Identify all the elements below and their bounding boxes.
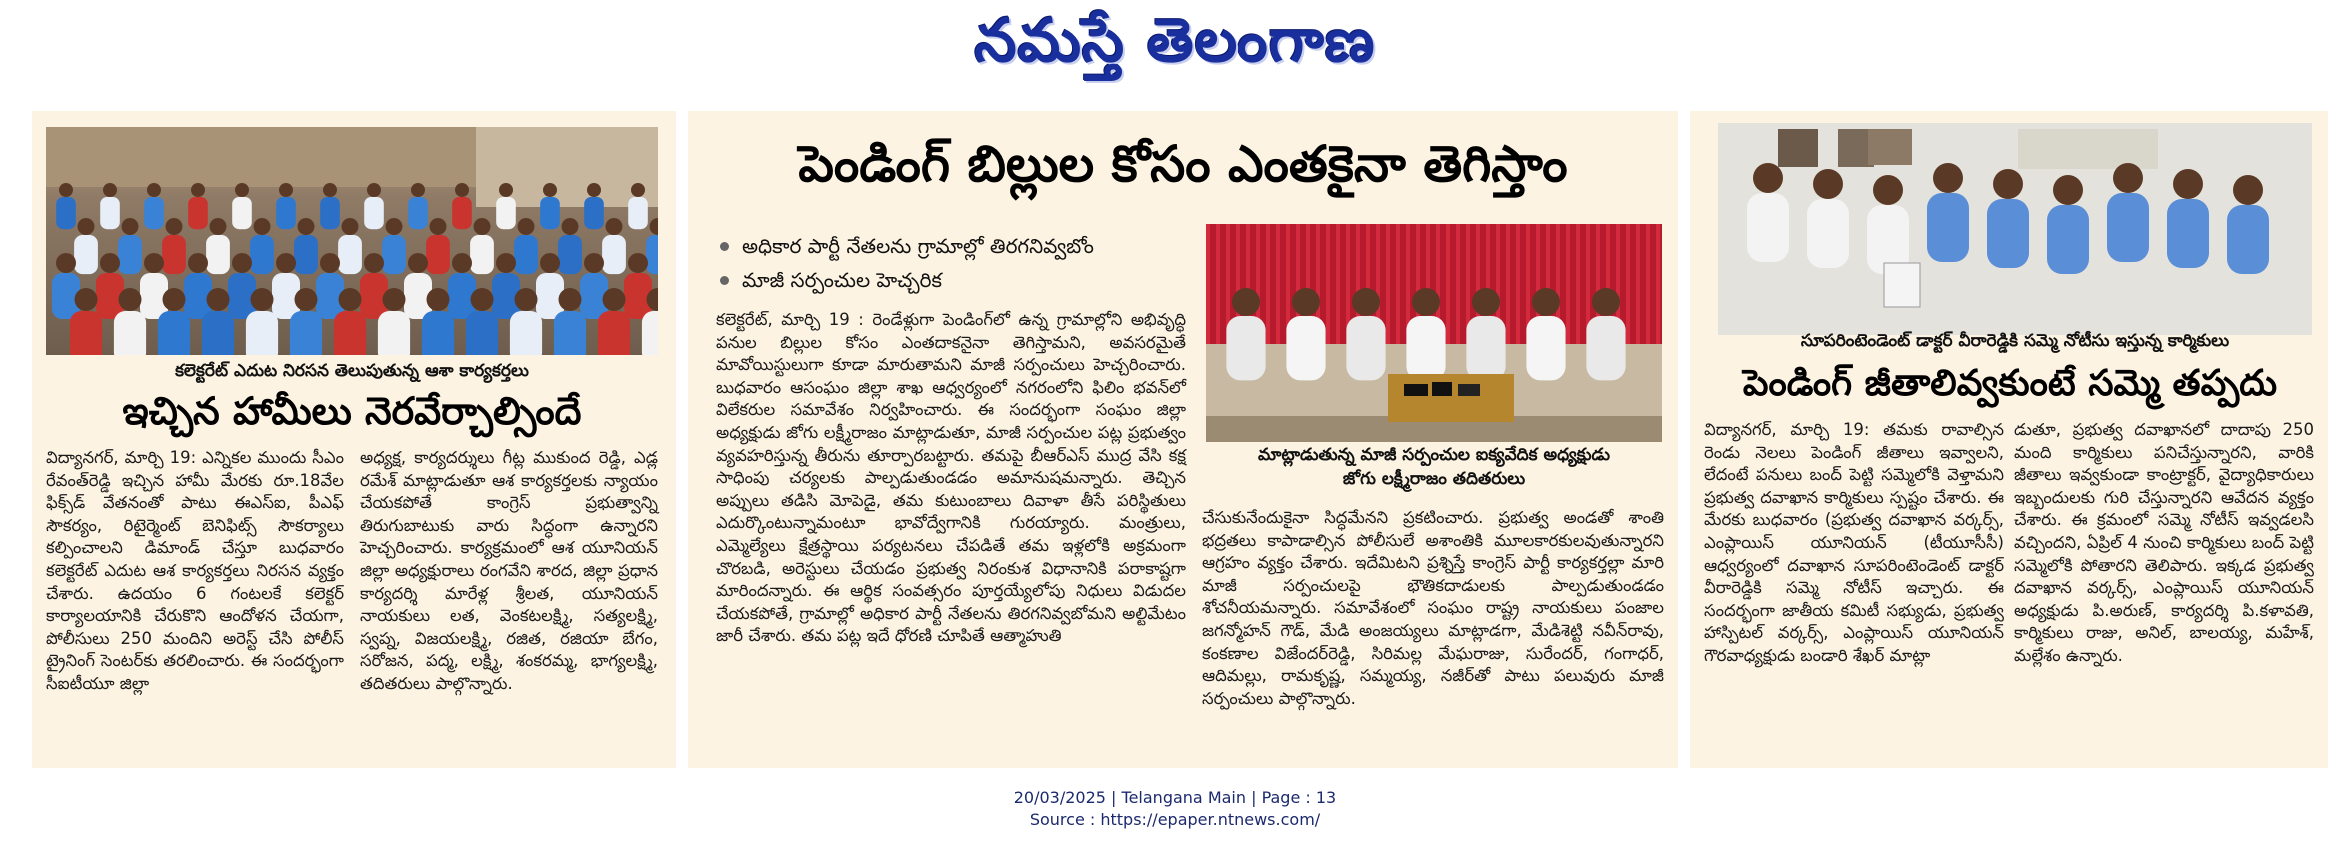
protester-figure	[466, 311, 498, 355]
workers-notice-illustration	[1718, 123, 2312, 335]
speaker-figure	[1406, 316, 1445, 380]
protester-figure-head	[295, 288, 318, 311]
protester-figure	[426, 235, 450, 274]
protester-figure	[246, 311, 278, 355]
hospital-workers-photo	[1718, 123, 2312, 335]
protester-figure	[540, 197, 560, 229]
worker-figure-head	[2233, 175, 2263, 205]
protester-figure-head	[631, 183, 645, 197]
worker-figure-head	[1993, 169, 2023, 199]
worker-figure	[1987, 199, 2029, 268]
protester-figure	[56, 197, 76, 229]
protester-figure	[206, 235, 230, 274]
protester-figure	[334, 311, 366, 355]
center-headline: పెండింగ్ బిల్లుల కోసం ఎంతకైనా తెగిస్తాం	[798, 135, 1568, 193]
speaker-figure	[1586, 316, 1625, 380]
protester-figure-head	[188, 253, 208, 273]
protester-figure-head	[56, 253, 76, 273]
protester-figure-head	[122, 218, 139, 235]
press-meet-photo	[1206, 224, 1662, 442]
protester-figure	[144, 197, 164, 229]
protester-figure-head	[323, 183, 337, 197]
protester-figure-head	[364, 253, 384, 273]
protester-figure-head	[543, 183, 557, 197]
protest-crowd-illustration	[46, 127, 658, 355]
center-photo-caption-line2: జోగు లక్ష్మీరాజం తదితరులు	[1342, 469, 1526, 489]
protester-figure	[202, 311, 234, 355]
right-article-column-2: డుతూ, ప్రభుత్వ దవాఖానలో దాదాపు 250 మంది కార్మికులు పనిచేస్తున్నారని, వారికి జీతాలు ఇవ్వకుండా కాంట్రాక్టర్, వైద్యాధికారులు ఇబ్బందులకు గురి చేస్తున్నారని ఆవేదన వ్యక్తం చేశారు. ఈ క్రమంలో సమ్మె నోటీస్ ఇవ్వడలసి వచ్చిందని, ఏప్రిల్ 4 నుంచి కార్మికులు బంద్ పెట్టి సమ్మెలోకి పోతారని తెలిపారు. ఇక్కడ ప్రభుత్వ దవాఖాన వర్కర్స్, ఎంప్లాయిస్ యూనియన్ అధ్యక్షుడు పి.అరుణ్, కార్యదర్శి పి.కళావతి, కార్మికులు రాజు, అనిల్, బాలయ్య, మహేశ్, మల్లేశం ఉన్నారు.	[2014, 420, 2314, 665]
protester-figure	[408, 197, 428, 229]
protester-figure-head	[298, 218, 315, 235]
protester-figure	[554, 311, 586, 355]
right-photo-caption: సూపరింటెండెంట్ డాక్టర్ వీరారెడ్డికి సమ్మె నోటీసు ఇస్తున్న కార్మికులు	[1800, 331, 2230, 351]
speaker-figure	[1466, 316, 1505, 380]
protester-figure	[514, 235, 538, 274]
protester-figure-head	[455, 183, 469, 197]
protester-figure-head	[59, 183, 73, 197]
protester-figure-head	[471, 288, 494, 311]
speaker-figure	[1286, 316, 1325, 380]
protester-figure	[646, 235, 658, 274]
left-photo-caption: కలెక్టరేట్ ఎదుట నిరసన తెలుపుతున్న ఆశా కార్యకర్తలు	[175, 361, 529, 381]
protester-figure-head	[367, 183, 381, 197]
protester-figure-head	[191, 183, 205, 197]
masthead-title: నమస్తే తెలంగాణ	[974, 6, 1376, 76]
article-left	[32, 111, 676, 768]
protester-figure-head	[606, 218, 623, 235]
protester-figure-head	[320, 253, 340, 273]
worker-figure-head	[2113, 163, 2143, 193]
speaker-figure-head	[1532, 288, 1560, 316]
protester-figure	[628, 197, 648, 229]
right-article-column-1: విద్యానగర్, మార్చి 19: తమకు రావాల్సిన రెండు నెలలు పెండింగ్ జీతాలు ఇవ్వాలని, లేదంటే పనులు బంద్ పెట్టి సమ్మెలోకి వెళ్తామని ప్రభుత్వ దవాఖాన కార్మికులు స్పష్టం చేశారు. ఈ మేరకు బుధవారం (ప్రభుత్వ దవాఖాన వర్కర్స్, ఎంప్లాయిస్ యూనియన్ (టీయూసీసీ) ఆధ్వర్యంలో దవాఖాన సూపరింటెండెంట్ డాక్టర్ వీరారెడ్డికి సమ్మె నోటీస్ ఇచ్చారు. ఈ సందర్భంగా జాతీయ కమిటీ సభ్యుడు, ప్రభుత్వ హాస్పిటల్ వర్కర్స్, ఎంప్లాయిస్ యూనియన్ గౌరవాధ్యక్షుడు బండారి శేఖర్ మాట్లా	[1704, 420, 2004, 665]
speaker-figure-head	[1472, 288, 1500, 316]
speaker-figure	[1346, 316, 1385, 380]
worker-figure-head	[1933, 163, 1963, 193]
protester-figure	[100, 197, 120, 229]
protester-figure-head	[408, 253, 428, 273]
protester-figure-head	[628, 253, 648, 273]
protester-figure	[364, 197, 384, 229]
masthead	[0, 0, 2350, 100]
protester-figure-head	[603, 288, 626, 311]
protester-figure-head	[254, 218, 271, 235]
center-bullet-2: మాజీ సర్పంచుల హెచ్చరిక	[718, 263, 1178, 297]
protester-figure	[378, 311, 410, 355]
protester-figure	[602, 235, 626, 274]
worker-figure	[1927, 193, 1969, 262]
asha-workers-protest-photo	[46, 127, 658, 355]
worker-figure-head	[1813, 169, 1843, 199]
protester-figure-head	[163, 288, 186, 311]
footer-date-page: 20/03/2025 | Telangana Main | Page : 13	[1013, 788, 1337, 807]
protester-figure	[338, 235, 362, 274]
protester-figure-head	[559, 288, 582, 311]
protester-figure-head	[474, 218, 491, 235]
protester-figure	[276, 197, 296, 229]
protester-figure	[250, 235, 274, 274]
center-bullet-list	[718, 229, 1178, 297]
left-headline: ఇచ్చిన హామీలు నెరవేర్చాల్సిందే	[122, 389, 582, 433]
protester-figure-head	[235, 183, 249, 197]
protester-figure-head	[232, 253, 252, 273]
protester-figure-head	[100, 253, 120, 273]
protester-figure-head	[562, 218, 579, 235]
worker-figure-head	[1753, 163, 1783, 193]
protester-figure-head	[78, 218, 95, 235]
protester-figure	[74, 235, 98, 274]
center-bullet-1: అధికార పార్టీ నేతలను గ్రామాల్లో తిరగనివ్వబోం	[718, 229, 1178, 263]
left-article-column-2: అధ్యక్ష, కార్యదర్శులు గీట్ల ముకుంద రెడ్డి, ఎడ్ల రమేశ్ మాట్లాడుతూ ఆశ కార్యకర్తలకు న్యాయం చేయకపోతే కాంగ్రెస్ ప్రభుత్వాన్ని తిరుగుబాటుకు వారు సిద్ధంగా ఉన్నారని హెచ్చరించారు. కార్యక్రమంలో ఆశ యూనియన్ జిల్లా అధ్యక్షురాలు రంగవేని శారద, జిల్లా ప్రధాన కార్యదర్శి మారేళ్ల శ్రీలత, యూనియన్ నాయకులు లత, వెంకటలక్ష్మి, సత్యలక్ష్మి, స్వప్న, విజయలక్ష్మి, రజిత, రజియా బేగం, సరోజన, పద్మ, లక్ష్మి, శంకరమ్మ, భాగ్యలక్ష్మి, తదితరులు పాల్గొన్నారు.	[360, 448, 658, 693]
protester-figure	[114, 311, 146, 355]
footer-source: Source : https://epaper.ntnews.com/	[1029, 810, 1321, 829]
press-meet-illustration	[1206, 224, 1662, 442]
worker-figure-head	[2173, 169, 2203, 199]
protester-figure-head	[427, 288, 450, 311]
worker-figure-head	[1873, 175, 1903, 205]
speaker-figure	[1226, 316, 1265, 380]
protester-figure-head	[452, 253, 472, 273]
worker-figure	[2227, 205, 2269, 274]
worker-figure	[2047, 205, 2089, 274]
worker-figure	[2107, 193, 2149, 262]
protester-figure-head	[147, 183, 161, 197]
speaker-figure-head	[1352, 288, 1380, 316]
protester-figure-head	[540, 253, 560, 273]
protester-figure-head	[499, 183, 513, 197]
protester-figure-head	[103, 183, 117, 197]
protester-figure	[558, 235, 582, 274]
protester-figure	[584, 197, 604, 229]
protester-figure	[158, 311, 190, 355]
protester-figure	[470, 235, 494, 274]
worker-figure	[1807, 199, 1849, 268]
speaker-figure-head	[1412, 288, 1440, 316]
protester-figure	[382, 235, 406, 274]
center-article-column-2: చేసుకునేందుకైనా సిద్ధమేనని ప్రకటించారు. ప్రభుత్వ అండతో శాంతి భద్రతలు కాపాడాల్సిన పోలీసులే అశాంతికి మూలకారకులవుతున్నారని ఆగ్రహం వ్యక్తం చేశారు. ఇదేమిటని ప్రశ్నిస్తే కాంగ్రెస్ పార్టీ కార్యకర్తల్లా మారి మాజీ సర్పంచులపై భౌతికదాడులకు పాల్పడుతుండడం శోచనీయమన్నారు. సమావేశంలో సంఘం రాష్ట్ర నాయకులు పంజాల జగన్మోహన్ గౌడ్, మేడి అంజయ్యలు మాట్లాడగా, మేడిశెట్టి నవీన్‌రావు, కంకణాల విజేందర్‌రెడ్డి, సిరిమల్ల మేఘరాజు, సురేందర్, గంగాధర్, ఆదిమల్లు, రామకృష్ణ, సమ్మయ్య, నజీర్‌తో పాటు పలువురు మాజీ సర్పంచులు పాల్గొన్నారు.	[1202, 508, 1664, 708]
speaker-figure-head	[1592, 288, 1620, 316]
protester-figure-head	[430, 218, 447, 235]
article-right	[1690, 111, 2328, 768]
protester-figure	[188, 197, 208, 229]
protester-figure-head	[383, 288, 406, 311]
right-headline: పెండింగ్ జీతాలివ్వకుంటే సమ్మె తప్పదు	[1742, 363, 2278, 404]
protester-figure	[70, 311, 102, 355]
protester-figure-head	[119, 288, 142, 311]
protester-figure-head	[587, 183, 601, 197]
protester-figure	[642, 311, 658, 355]
center-photo-caption-line1: మాట్లాడుతున్న మాజీ సర్పంచుల ఐక్యవేదిక అధ్యక్షుడు	[1258, 445, 1610, 465]
protester-figure	[510, 311, 542, 355]
speaker-figure-head	[1232, 288, 1260, 316]
protester-figure-head	[650, 218, 659, 235]
protester-figure-head	[518, 218, 535, 235]
protester-figure	[294, 235, 318, 274]
protester-figure-head	[144, 253, 164, 273]
speaker-figure	[1526, 316, 1565, 380]
protester-figure-head	[207, 288, 230, 311]
protester-figure-head	[251, 288, 274, 311]
protester-figure	[496, 197, 516, 229]
protester-figure-head	[342, 218, 359, 235]
protester-figure	[232, 197, 252, 229]
protester-figure-head	[276, 253, 296, 273]
protester-figure	[452, 197, 472, 229]
protester-figure-head	[339, 288, 362, 311]
protester-figure	[598, 311, 630, 355]
protester-figure-head	[496, 253, 516, 273]
protester-figure-head	[584, 253, 604, 273]
protester-figure	[320, 197, 340, 229]
protester-figure-head	[279, 183, 293, 197]
protester-figure-head	[166, 218, 183, 235]
protester-figure-head	[515, 288, 538, 311]
protester-figure-head	[75, 288, 98, 311]
protester-figure-head	[386, 218, 403, 235]
worker-figure	[2167, 199, 2209, 268]
worker-figure-head	[2053, 175, 2083, 205]
worker-figure	[1747, 193, 1789, 262]
protester-figure	[422, 311, 454, 355]
article-center	[688, 111, 1678, 768]
protester-figure	[162, 235, 186, 274]
protester-figure-head	[411, 183, 425, 197]
center-article-column-1: కలెక్టరేట్, మార్చి 19 : రెండేళ్లుగా పెండింగ్‌లో ఉన్న గ్రామాల్లోని అభివృద్ధి పనుల బిల్లుల కోసం ఎంతదాకనైనా తెగిస్తామని, అవసరమైతే మావోయిస్టులుగా కూడా మారుతామని మాజీ సర్పంచులు హెచ్చరించారు. బుధవారం ఆసంఘం జిల్లా శాఖ ఆధ్వర్యంలో నగరంలోని ఫిలిం భవన్‌లో విలేకరుల సమావేశం నిర్వహించారు. ఈ సందర్భంగా సంఘం జిల్లా అధ్యక్షుడు జోగు లక్ష్మీరాజం మాట్లాడుతూ, మాజీ సర్పంచుల పట్ల ప్రభుత్వం వ్యవహరిస్తున్న తీరును తూర్పారబట్టారు. తమపై బీఆర్ఎస్ ముద్ర వేసి కక్ష సాధింపు చర్యలకు పాల్పడుతుండడం అమానుషమన్నారు. తెచ్చిన అప్పులు తడిసి మోపెడై, తమ కుటుంబాలు దివాళా తీసే పరిస్థితులు ఎదుర్కొంటున్నామంటూ భావోద్వేగానికి గురయ్యారు. మంత్రులు, ఎమ్మెల్యేలు క్షేత్రస్థాయి పర్యటనలు చేపడితే తమ ఇళ్లలోకి అక్రమంగా చొరబడి, అరెస్టులు చేయడం ప్రభుత్వ నిరంకుశ విధానానికి పరాకాష్టగా మారిందన్నారు. ఈ ఆర్థిక సంవత్సరం పూర్తయ్యేలోపు నిధులు విడుదల చేయకపోతే, గ్రామాల్లో అధికార పార్టీ నేతలను తిరగనివ్వబోమని అల్టిమేటం జారీ చేశారు. తమ పట్ల ఇదే ధోరణి చూపితే ఆత్మాహుతి	[716, 310, 1186, 646]
protester-figure	[290, 311, 322, 355]
protester-figure-head	[210, 218, 227, 235]
speaker-figure-head	[1292, 288, 1320, 316]
protester-figure	[118, 235, 142, 274]
left-article-column-1: విద్యానగర్, మార్చి 19: ఎన్నికల ముందు సీఎం రేవంత్‌రెడ్డి ఇచ్చిన హామీ మేరకు రూ.18వేల ఫిక్స్‌డ్ వేతనంతో పాటు ఈఎస్ఐ, పీఎఫ్ సౌకర్యం, రిటైర్మెంట్ బెనిఫిట్స్ సౌకర్యాలు కల్పించాలని డిమాండ్ చేస్తూ బుధవారం కలెక్టరేట్ ఎదుట ఆశ కార్యకర్తలు నిరసన వ్యక్తం చేశారు. ఉదయం 6 గంటలకే కలెక్టర్ కార్యాలయానికి చేరుకొని ఆందోళన చేయగా, పోలీసులు 250 మందిని అరెస్ట్ చేసి పోలీస్ ట్రైనింగ్ సెంటర్‌కు తరలించారు. ఈ సందర్భంగా సీఐటీయూ జిల్లా	[46, 448, 344, 693]
